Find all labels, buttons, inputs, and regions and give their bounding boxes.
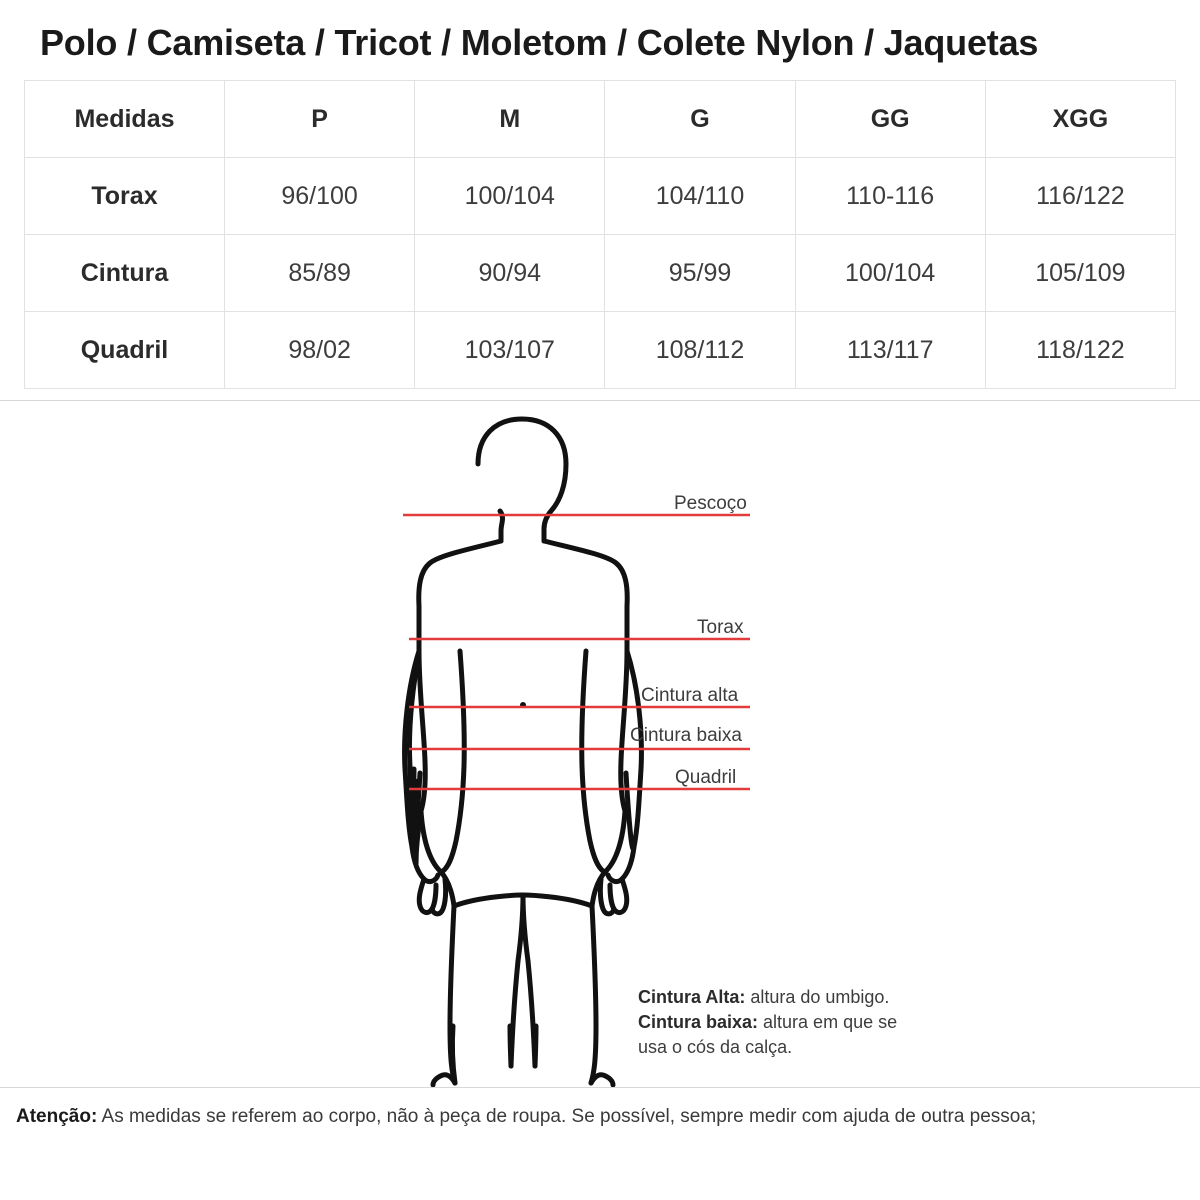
note-line-3: usa o cós da calça. [638,1037,793,1057]
body-figure-svg [0,401,1200,1091]
table-cell: 108/112 [605,312,795,389]
page-title: Polo / Camiseta / Tricot / Moletom / Colete Nylon / Jaquetas [40,22,1039,63]
table-cell: 96/100 [225,158,415,235]
note-line-2 [638,1010,938,1035]
table-cell: 116/122 [985,158,1175,235]
note-line-1-label: Cintura Alta: [638,987,746,1007]
body-diagram [0,401,1200,1091]
table-column-header: XGG [985,81,1175,158]
table-column-header: GG [795,81,985,158]
row-label: Quadril [25,312,225,389]
table-cell: 103/107 [415,312,605,389]
table-column-header: Medidas [25,81,225,158]
table-column-header: P [225,81,415,158]
note-line-1 [638,985,938,1010]
label-neck: Pescoço [674,493,747,514]
attention-label: Atenção: [16,1106,98,1127]
attention-text: As medidas se referem ao corpo, não à peça de roupa. Se possível, sempre medir com ajuda de outra pessoa; [97,1106,1037,1127]
table-cell: 118/122 [985,312,1175,389]
measurement-lines [403,515,750,789]
table-column-header: G [605,81,795,158]
attention-footer [0,1087,1200,1131]
table-cell: 98/02 [225,312,415,389]
row-label: Torax [25,158,225,235]
label-low-waist: Cintura baixa [630,725,742,746]
table-row [25,158,1176,235]
row-label: Cintura [25,235,225,312]
table-header-row [25,81,1176,158]
table-cell: 85/89 [225,235,415,312]
table-row [25,312,1176,389]
note-line-2-text: altura em que se [758,1012,898,1032]
table-cell: 105/109 [985,235,1175,312]
size-table [24,80,1176,389]
body-outline-icon [405,419,642,1085]
table-cell: 100/104 [795,235,985,312]
note-line-1-text: altura do umbigo. [745,987,890,1007]
table-cell: 100/104 [415,158,605,235]
table-cell: 113/117 [795,312,985,389]
note-line-2-label: Cintura baixa: [638,1012,759,1032]
table-column-header: M [415,81,605,158]
table-cell: 90/94 [415,235,605,312]
label-high-waist: Cintura alta [641,685,739,706]
waist-note [638,985,938,1060]
table-row [25,235,1176,312]
table-cell: 104/110 [605,158,795,235]
label-chest: Torax [697,617,744,638]
label-hip: Quadril [675,767,737,788]
table-cell: 110-116 [795,158,985,235]
table-cell: 95/99 [605,235,795,312]
